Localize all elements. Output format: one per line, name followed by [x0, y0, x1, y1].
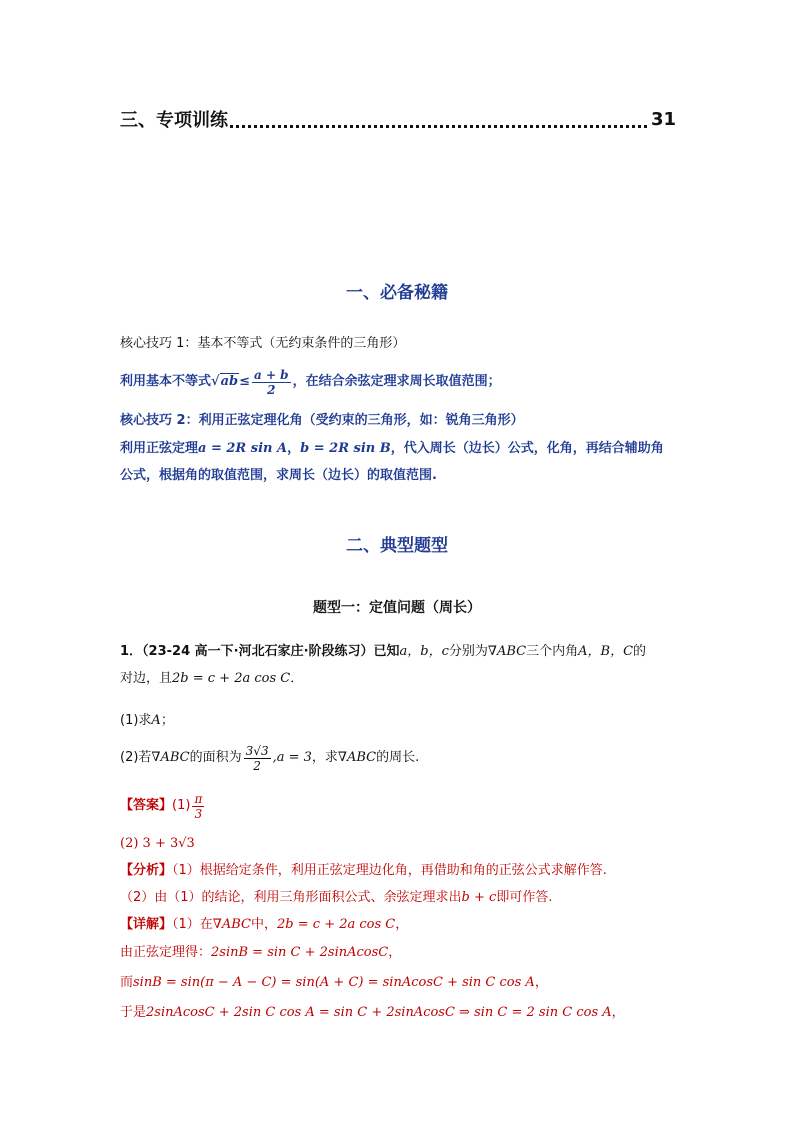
answer-part2: (2) 3 + 3√3 [120, 836, 195, 851]
section1-title: 一、必备秘籍 [346, 283, 448, 303]
question-type-title: 题型一：定值问题（周长） [313, 600, 481, 616]
toc-label: 三、专项训练 [120, 110, 228, 131]
tip1-title: 核心技巧 1：基本不等式（无约束条件的三角形） [120, 336, 406, 351]
detail-line4: 于是2sinAcosC + 2sin C cos A = sin C + 2sinAcosC ⇒ sin C = 2 sin C cos A， [120, 1005, 625, 1020]
fraction-pi-over-3: $\frac{\pi}{3}$ [194, 791, 203, 821]
fraction-a-plus-b-over-2: $\frac{a + b}{2}$ [253, 367, 289, 397]
detail-line1: 【详解】（1）在∇ABC中，2b = c + 2a cos C， [120, 917, 409, 932]
tip2-line1: 利用正弦定理a = 2R sin A，b = 2R sin B，代入周长（边长）公式，化角，再结合辅助角 [120, 441, 664, 456]
toc-page-number: 31 [650, 108, 676, 130]
toc-entry[interactable] [120, 104, 676, 134]
tip1-suffix: ，在结合余弦定理求周长取值范围； [292, 374, 501, 389]
question-line1: 1．（23-24 高一下·河北石家庄·阶段练习）已知a，b，c分别为∇ABC三个内角A，B，C的 [120, 644, 647, 659]
question-part1: (1)求A； [120, 713, 174, 728]
formula-a-2rsina: a = 2R sin A [198, 441, 288, 456]
tip1-prefix: 利用基本不等式 [120, 374, 212, 389]
tip2-line2: 公式，根据角的取值范围，求周长（边长）的取值范围. [120, 468, 437, 483]
answer-part1: 【答案】 (1) $\frac{\pi}{3}$ [120, 791, 203, 821]
analysis-line1: 【分析】（1）根据给定条件，利用正弦定理边化角，再借助和角的正弦公式求解作答. [120, 863, 607, 878]
question-line2: 对边，且2b = c + 2a cos C． [120, 671, 304, 686]
answer-label: 【答案】 [120, 798, 173, 813]
analysis-line2: （2）由（1）的结论，利用三角形面积公式、余弦定理求出b + c即可作答. [120, 890, 553, 905]
tip1-text [120, 366, 501, 398]
tip2-title: 核心技巧 2：利用正弦定理化角（受约束的三角形，如：锐角三角形） [120, 413, 524, 428]
detail-label: 【详解】 [120, 917, 173, 932]
detail-line2: 由正弦定理得：2sinB = sin C + 2sinAcosC， [120, 945, 402, 960]
formula-b-2rsinb: b = 2R sin B [300, 441, 391, 456]
le-sign: ≤ [239, 374, 250, 389]
question-part2: (2)若 ∇ABC 的面积为 $\frac{3√3}{2}$ ,a = 3 ，求 ∇ABC 的周长. [120, 743, 420, 773]
detail-line3: 而sinB = sin(π − A − C) = sin(A + C) = sinAcosC + sin C cos A， [120, 975, 548, 990]
fraction-area: $\frac{3√3}{2}$ [245, 743, 269, 773]
toc-leader-dots [230, 111, 647, 128]
sqrt-ab: √ab [211, 374, 239, 389]
section2-title: 二、典型题型 [346, 536, 448, 556]
analysis-label: 【分析】 [120, 863, 173, 878]
